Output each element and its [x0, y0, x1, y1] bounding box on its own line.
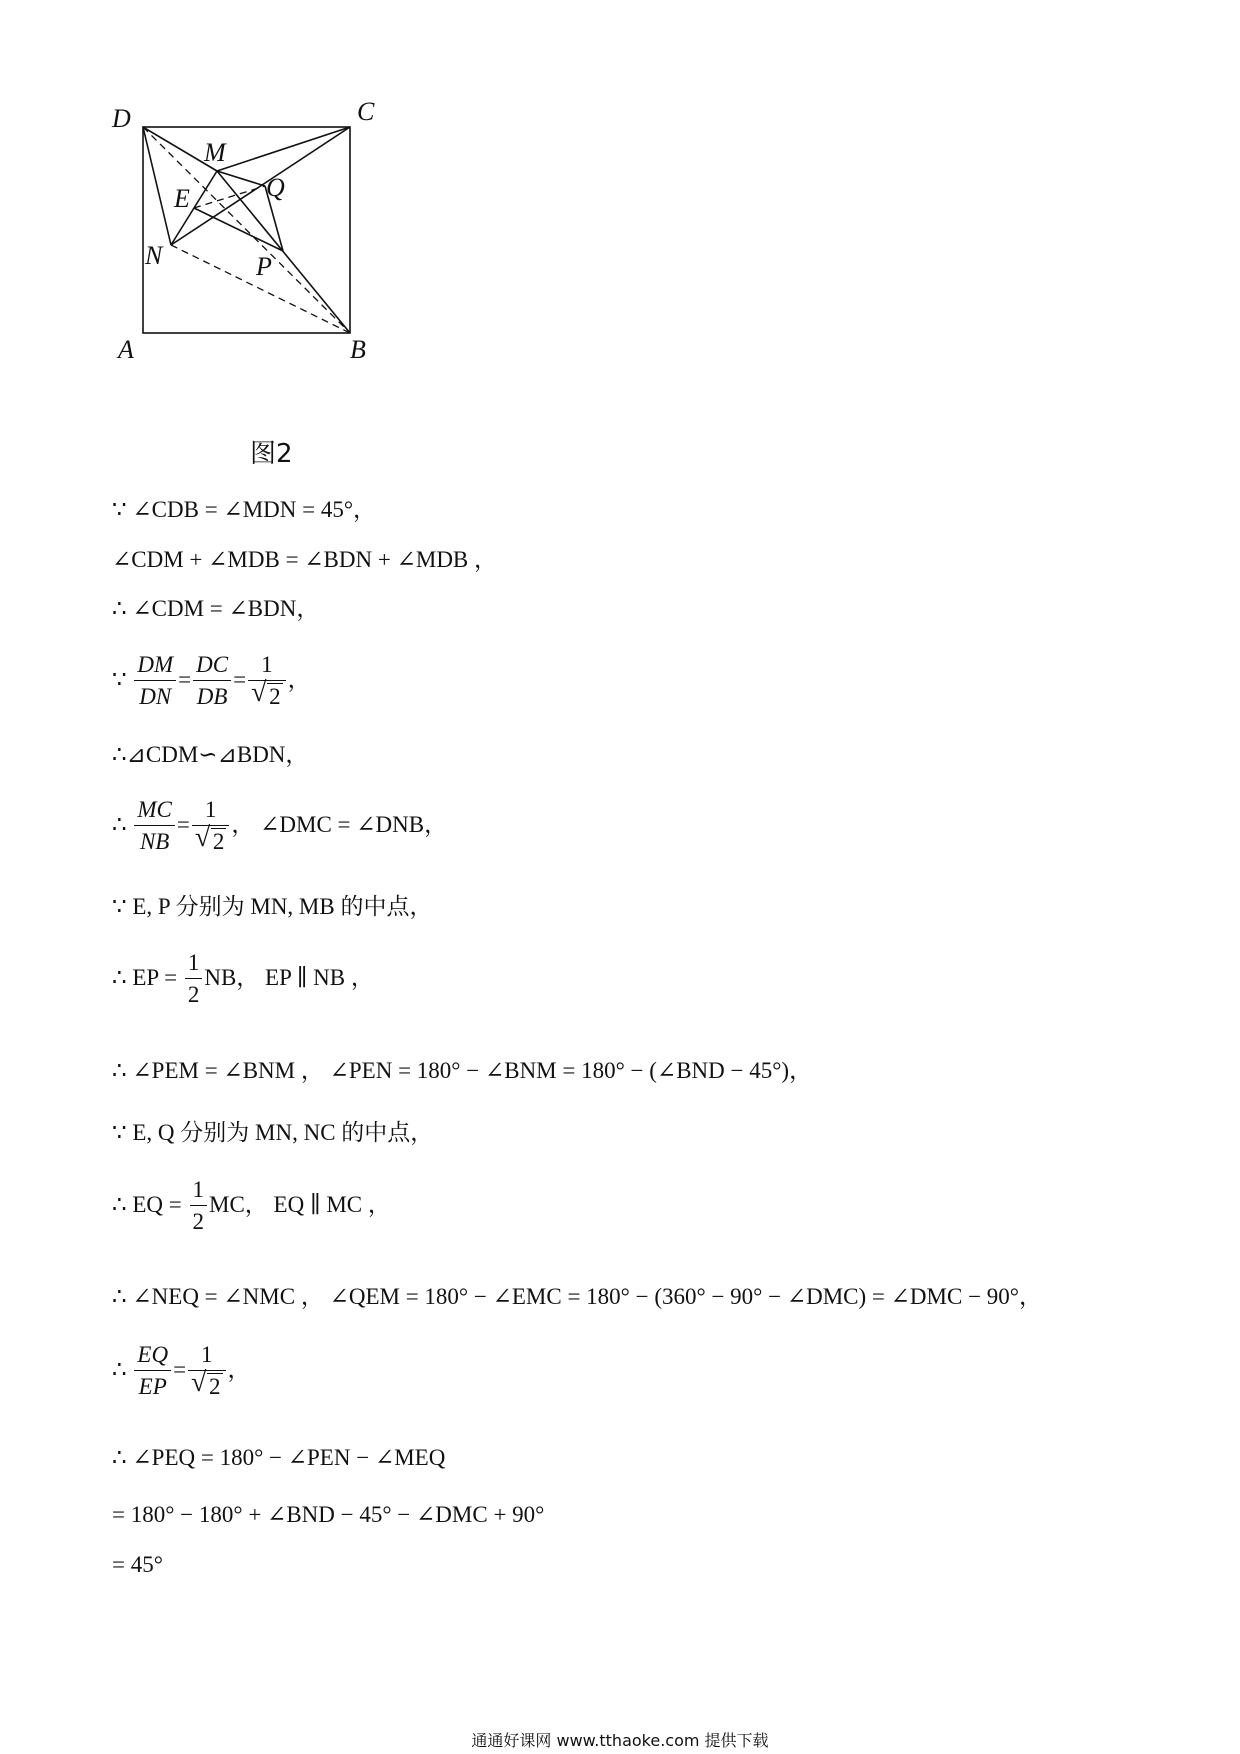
label-c: C	[357, 97, 375, 126]
proof-line-13	[112, 1340, 251, 1403]
proof-line-2: ∠CDM + ∠MDB = ∠BDN + ∠MDB ，	[112, 547, 498, 572]
footer-source: 通通好课网 www.tthaoke.com 提供下载	[471, 1731, 769, 1750]
seg-mq	[217, 171, 265, 186]
eq-equals: ∴ EQ =	[112, 1191, 182, 1217]
mc-parallel: MC， EQ ∥ MC ，	[209, 1191, 391, 1217]
proof-line-6	[112, 795, 447, 858]
fraction-one-sqrt2: 1 √ 2	[248, 650, 286, 713]
label-m: M	[204, 138, 226, 167]
seg-eq	[194, 186, 265, 208]
diag-db	[143, 127, 350, 333]
comma: ，	[287, 666, 311, 692]
proof-line-1: ∵ ∠CDB = ∠MDN = 45°，	[112, 497, 377, 522]
label-n: N	[145, 241, 163, 270]
proof-line-3: ∴ ∠CDM = ∠BDN，	[112, 596, 320, 621]
equals: =	[173, 1356, 187, 1382]
proof-line-8	[112, 948, 374, 1011]
therefore-symbol: ∴	[112, 1356, 127, 1382]
fraction-dc-db: $\frac{DC}{DB}$	[193, 650, 231, 713]
label-a: A	[118, 335, 134, 364]
proof-line-7: ∵ E, P 分别为 MN, MB 的中点，	[112, 894, 433, 919]
because-symbol: ∵	[112, 666, 127, 692]
proof-line-10: ∵ E, Q 分别为 MN, NC 的中点，	[112, 1120, 434, 1145]
proof-line-11	[112, 1175, 391, 1238]
fraction-one-sqrt2: 1 √ 2	[188, 1340, 226, 1403]
fraction-dm-dn: $\frac{DM}{DN}$	[134, 650, 176, 713]
square-diagram	[110, 97, 450, 410]
label-q: Q	[266, 173, 285, 202]
seg-nc	[171, 127, 350, 245]
proof-line-12: ∴ ∠NEQ = ∠NMC ， ∠QEM = 180° − ∠EMC = 180° − (360° − 90° − ∠DMC) = ∠DMC − 90°，	[112, 1284, 1042, 1309]
proof-line-9: ∴ ∠PEM = ∠BNM ， ∠PEN = 180° − ∠BNM = 180° − (∠BND − 45°)，	[112, 1058, 813, 1083]
proof-line-5: ∴⊿CDM∽⊿BDN，	[112, 742, 309, 767]
label-d: D	[112, 104, 131, 133]
proof-line-15: = 180° − 180° + ∠BND − 45° − ∠DMC + 90°	[112, 1502, 545, 1527]
ep-equals: ∴ EP =	[112, 964, 178, 990]
angle-equality: ， ∠DMC = ∠DNB，	[231, 811, 448, 837]
comma: ，	[227, 1356, 251, 1382]
proof-line-14: ∴ ∠PEQ = 180° − ∠PEN − ∠MEQ	[112, 1445, 446, 1470]
proof-line-16: = 45°	[112, 1552, 163, 1577]
seg-dn	[143, 127, 171, 245]
fraction-half: $\frac{1}{2}$	[190, 1175, 208, 1238]
label-b: B	[350, 335, 366, 364]
seg-mc	[217, 127, 350, 171]
label-e: E	[174, 184, 190, 213]
proof-line-4	[112, 650, 311, 713]
nb-parallel: NB， EP ∥ NB ，	[204, 964, 374, 990]
label-p: P	[256, 252, 272, 281]
equals: =	[178, 666, 192, 692]
therefore-symbol: ∴	[112, 811, 127, 837]
figure-caption: 图2	[250, 439, 293, 469]
fraction-half: $\frac{1}{2}$	[185, 948, 203, 1011]
fraction-mc-nb: $\frac{MC}{NB}$	[134, 795, 175, 858]
geometry-figure	[110, 97, 450, 410]
fraction-eq-ep: $\frac{EQ}{EP}$	[134, 1340, 171, 1403]
equals: =	[233, 666, 247, 692]
seg-ep	[194, 208, 283, 251]
equals: =	[176, 811, 190, 837]
fraction-one-sqrt2: 1 √ 2	[192, 795, 230, 858]
